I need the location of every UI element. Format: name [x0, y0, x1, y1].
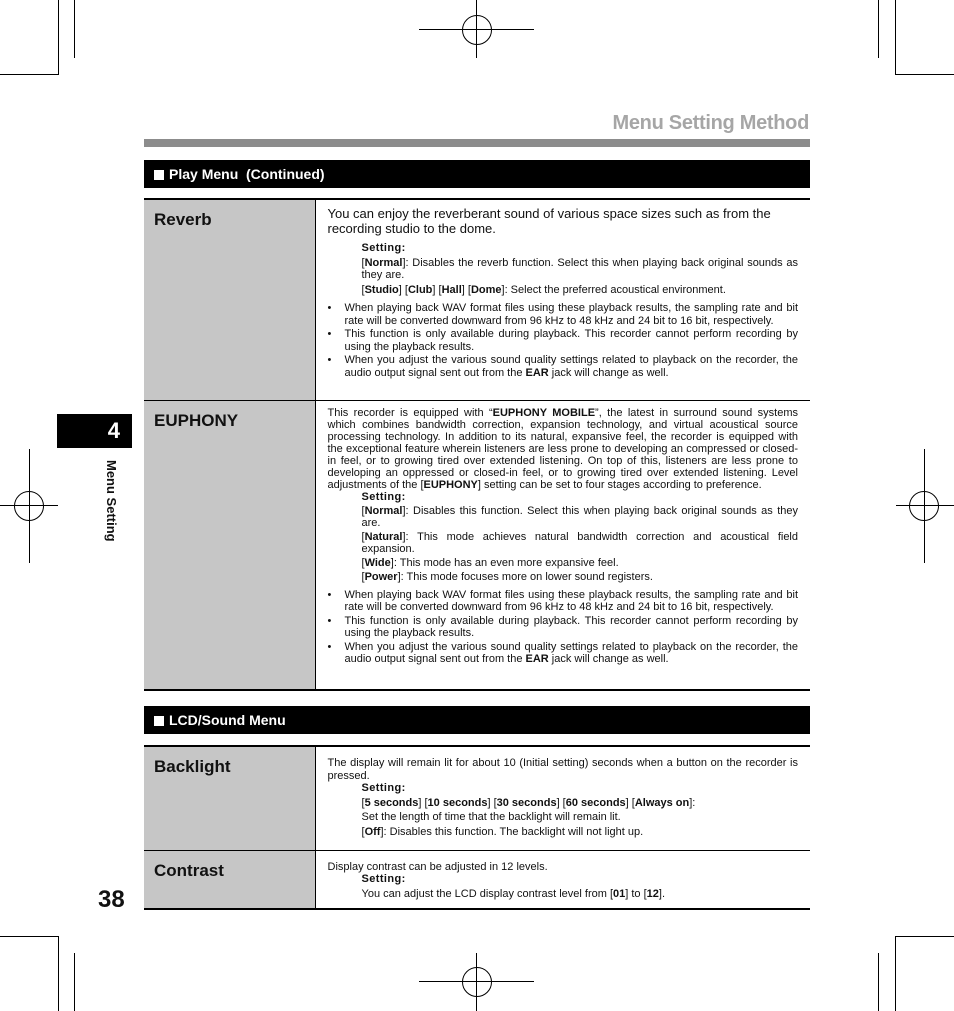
contrast-range — [362, 888, 799, 901]
option-text: : This mode has an even more expansive feel. — [393, 556, 619, 569]
bullet: • — [327, 614, 332, 627]
bullet: • — [327, 328, 332, 340]
crop-mark — [0, 74, 58, 75]
crop-mark — [74, 0, 75, 58]
page-title: Menu Setting Method — [612, 112, 809, 134]
crop-mark — [895, 936, 954, 937]
contrast-setting — [328, 873, 799, 900]
note-text: jack will change as well. — [548, 366, 669, 379]
setting-heading: Setting: — [361, 490, 406, 503]
note-text: When playing back WAV format files using these playback results, the sampling rate and bit rate will be converted downward from 96 kHz to 48 kHz and 24 bit to 16 bit, respectively. — [344, 588, 798, 613]
chapter-label: Menu Setting — [104, 460, 119, 542]
crop-mark — [878, 0, 879, 58]
option-key: Dome — [470, 283, 502, 296]
intro-key: EUPHONY MOBILE — [492, 406, 596, 419]
crop-mark — [895, 0, 896, 75]
note-key: EAR — [525, 366, 549, 379]
menu-desc-euphony — [315, 400, 810, 690]
option-key: Wide — [364, 556, 391, 569]
note-text: This function is only available during playback. This recorder cannot perform recording by using the playback results. — [344, 328, 798, 353]
chapter-side-label — [95, 460, 123, 550]
option-text: ]. — [658, 887, 666, 900]
option-key: Normal — [364, 504, 403, 517]
registration-circle — [909, 491, 939, 521]
menu-label-contrast: Contrast — [144, 850, 315, 909]
crop-mark — [895, 74, 954, 75]
setting-heading: Setting: — [361, 242, 406, 254]
crop-mark — [58, 936, 59, 1011]
note-key: EAR — [525, 653, 549, 665]
bullet: • — [327, 588, 332, 601]
setting-heading: Setting: — [361, 873, 406, 885]
option-text: You can adjust the LCD display contrast level from [ — [361, 887, 614, 900]
crop-mark — [895, 936, 896, 1011]
option-text: : This mode achieves natural bandwidth correction and acoustical field expansion. — [361, 530, 798, 555]
reverb-option-normal: [Normal]: Disables the reverb function. Select this when playing back original sounds as they are. — [361, 256, 798, 281]
bullet: • — [327, 354, 332, 366]
option-key: 01 — [613, 887, 626, 900]
option-text: : This mode focuses more on lower sound registers. — [400, 570, 653, 583]
option-key: Hall — [441, 283, 462, 296]
square-bullet-icon — [154, 716, 164, 726]
square-bullet-icon — [154, 170, 164, 180]
euphony-notes — [328, 589, 799, 666]
note-text: jack will change as well. — [548, 653, 669, 665]
option-text: : Select the preferred acoustical environment. — [504, 283, 726, 296]
contrast-intro: Display contrast can be adjusted in 12 levels. — [327, 860, 548, 873]
page-number: 38 — [98, 886, 125, 913]
backlight-options: [5 seconds] [10 seconds] [30 seconds] [60 seconds] [Always on]: — [361, 796, 696, 809]
backlight-options-desc: Set the length of time that the backlight will remain lit. — [361, 811, 621, 823]
option-key: Off — [364, 825, 381, 838]
section-title: LCD/Sound Menu — [169, 712, 286, 728]
euphony-option-normal: [Normal]: Disables this function. Select this when playing back original sounds as they are. — [361, 504, 798, 529]
option-key: 5 seconds — [364, 796, 419, 809]
reverb-intro: You can enjoy the reverberant sound of various space sizes such as from the recording studio to the dome. — [327, 206, 771, 236]
option-key: Power — [364, 570, 398, 583]
note-text: When you adjust the various sound quality settings related to playback on the recorder, the audio output signal sent out from the — [344, 354, 798, 379]
menu-desc-reverb — [315, 199, 810, 400]
option-key: Studio — [364, 283, 399, 296]
crop-mark — [58, 0, 59, 75]
option-key: Club — [407, 283, 433, 296]
option-key: Natural — [364, 530, 403, 543]
option-text: : Disables this function. The backlight will not light up. — [383, 825, 644, 838]
note-item — [328, 354, 799, 379]
note-item — [328, 589, 799, 614]
option-text: : Disables the reverb function. Select this when playing back original sounds as they are. — [361, 256, 798, 281]
bullet: • — [327, 302, 332, 314]
note-text: When playing back WAV format files using these playback results, the sampling rate and bit rate will be converted downward from 96 kHz to 48 kHz and 24 bit to 16 bit, respectively. — [344, 302, 798, 327]
menu-label-euphony: EUPHONY — [144, 400, 315, 690]
euphony-option-natural: [Natural]: This mode achieves natural bandwidth correction and acoustical field expansion. — [361, 530, 798, 555]
option-text: ] to [ — [625, 887, 647, 900]
note-text: This function is only available during playback. This recorder cannot perform recording by using the playback results. — [344, 614, 798, 639]
section-header-lcd-menu — [144, 706, 810, 734]
crop-mark — [878, 953, 879, 1011]
section-header-play-menu — [144, 160, 810, 188]
registration-circle — [462, 15, 492, 45]
menu-label-reverb: Reverb — [144, 199, 315, 400]
euphony-intro — [328, 407, 799, 491]
option-key: 10 seconds — [427, 796, 488, 809]
option-key: Normal — [364, 256, 403, 269]
menu-row-contrast — [144, 850, 810, 909]
section-title: Play Menu (Continued) — [169, 166, 325, 182]
menu-row-reverb — [144, 199, 810, 400]
menu-desc-contrast — [315, 850, 810, 909]
registration-circle — [14, 491, 44, 521]
bullet: • — [327, 640, 332, 653]
option-key: 12 — [646, 887, 659, 900]
option-key: Always on — [634, 796, 690, 809]
backlight-option-off: [Off]: Disables this function. The backlight will not light up. — [361, 825, 644, 838]
menu-row-backlight — [144, 746, 810, 850]
intro-text: This recorder is equipped with “ — [327, 406, 493, 419]
option-text: : Disables this function. Select this when playing back original sounds as they are. — [361, 504, 798, 529]
reverb-notes — [328, 302, 799, 379]
reverb-option-spaces: [Studio] [Club] [Hall] [Dome]: Select the preferred acoustical environment. — [361, 283, 726, 296]
euphony-setting — [328, 491, 799, 583]
note-item — [328, 302, 799, 327]
backlight-intro: The display will remain lit for about 10 (Initial setting) seconds when a button on the recorder is pressed. — [327, 757, 798, 782]
note-text: When you adjust the various sound quality settings related to playback on the recorder, the audio output signal sent out from the — [344, 640, 798, 665]
intro-key: EUPHONY — [423, 478, 478, 491]
crop-mark — [0, 936, 58, 937]
note-item — [328, 328, 799, 353]
note-item — [328, 641, 799, 666]
play-menu-table — [144, 198, 810, 691]
menu-desc-backlight — [315, 746, 810, 850]
setting-heading: Setting: — [361, 782, 406, 794]
note-item — [328, 615, 799, 640]
option-key: 60 seconds — [565, 796, 626, 809]
reverb-setting — [328, 242, 799, 296]
intro-text: ”, the latest in surround sound systems which combines bandwidth correction, expansion technology, and virtual acoustical source processing technology. In addition to its natural, expansive feel, the recorder is equipped with the exceptional feature wherein listeners are less prone to developing an compressed or closed-in feel, or to growing tired over extended listening. On top of this, listeners are less prone to developing an oppressed or closed-in feel, or to growing tired over extended listening. Level adjustments of the [ — [327, 406, 798, 491]
crop-mark — [74, 953, 75, 1011]
intro-text: ] setting can be set to four stages according to preference. — [477, 478, 762, 491]
euphony-option-wide: [Wide]: This mode has an even more expansive feel. — [361, 556, 619, 569]
title-rule — [144, 139, 810, 147]
lcd-menu-table — [144, 745, 810, 910]
menu-label-backlight: Backlight — [144, 746, 315, 850]
chapter-number: 4 — [57, 414, 132, 448]
registration-circle — [462, 967, 492, 997]
backlight-setting — [328, 782, 799, 838]
menu-row-euphony — [144, 400, 810, 690]
euphony-option-power: [Power]: This mode focuses more on lower sound registers. — [361, 570, 653, 583]
option-key: 30 seconds — [496, 796, 557, 809]
